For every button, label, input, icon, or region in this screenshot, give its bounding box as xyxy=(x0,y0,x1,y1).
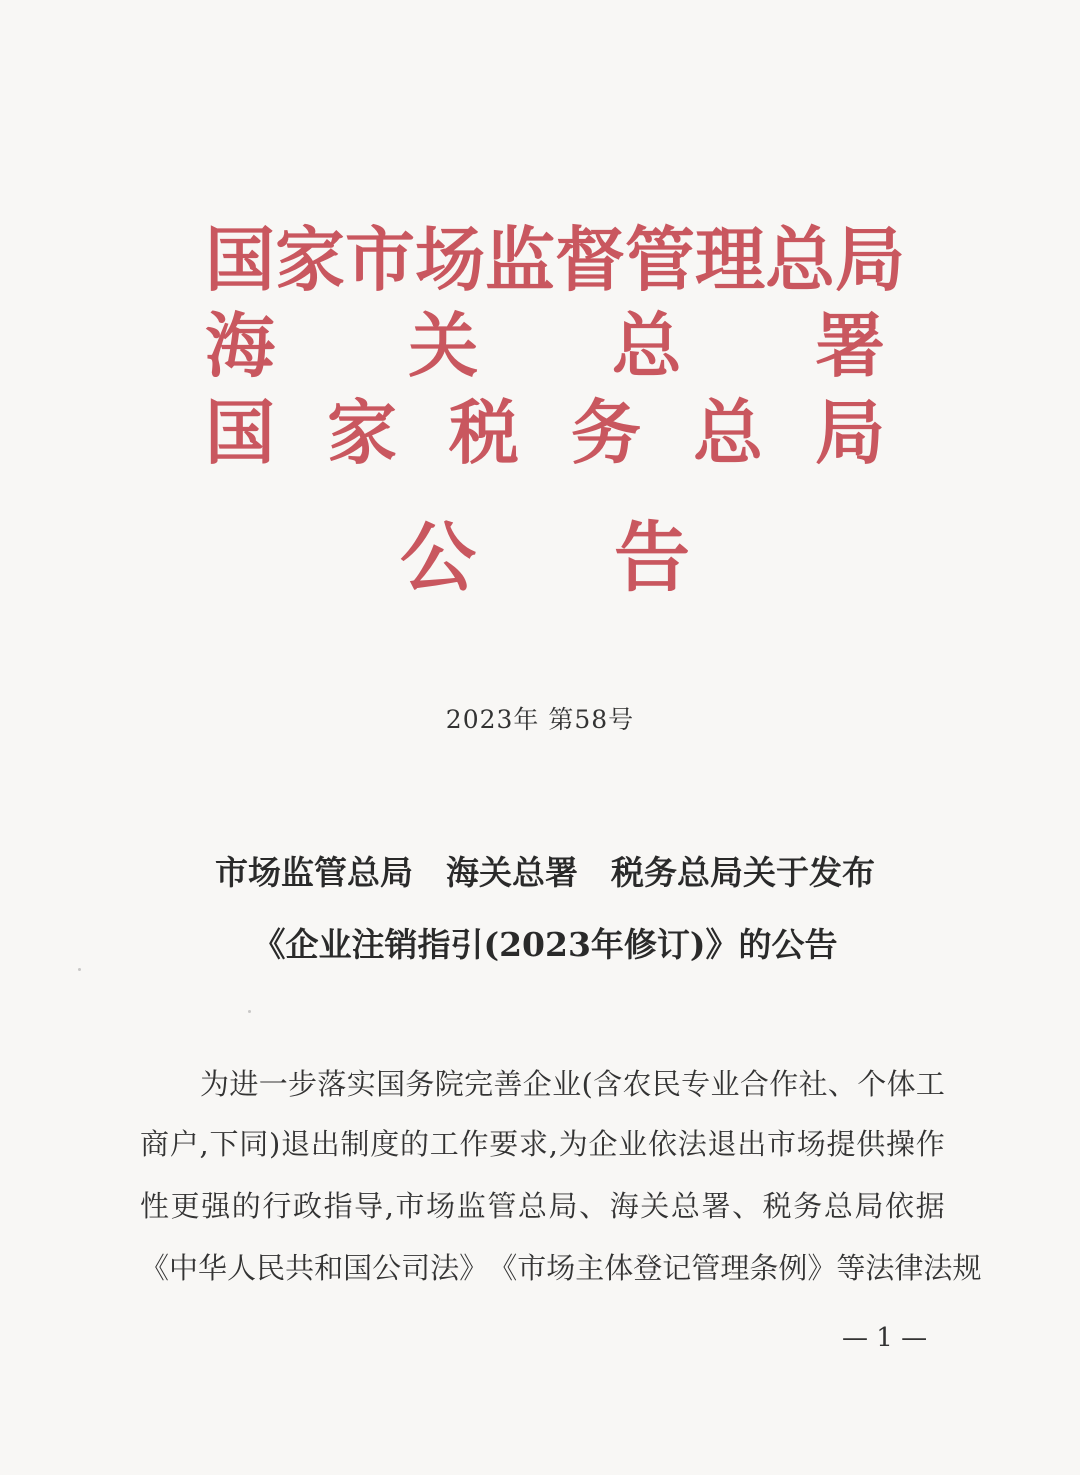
letterhead-line-3 xyxy=(205,390,885,476)
glyph: 税 xyxy=(762,1189,792,1223)
glyph: 度 xyxy=(370,1127,400,1161)
glyph: 规 xyxy=(952,1251,982,1285)
glyph: 总 xyxy=(517,1189,547,1223)
glyph: 中 xyxy=(169,1251,199,1285)
glyph: 主 xyxy=(575,1251,605,1285)
glyph: 管 xyxy=(625,218,695,301)
glyph: 作 xyxy=(459,1127,489,1161)
glyph: 督 xyxy=(555,218,625,301)
letterhead-line-2 xyxy=(205,303,885,389)
body-line-1 xyxy=(200,1060,945,1108)
glyph: 的 xyxy=(400,1127,430,1161)
glyph: 商 xyxy=(140,1127,170,1161)
document-number: 2023年 第58号 xyxy=(445,705,635,734)
glyph: 一 xyxy=(258,1067,288,1101)
glyph: 总 xyxy=(823,1189,853,1223)
glyph: 场 xyxy=(546,1251,576,1285)
glyph: 进 xyxy=(229,1067,259,1101)
glyph: 出 xyxy=(310,1127,340,1161)
glyph: 律 xyxy=(894,1251,924,1285)
glyph: 供 xyxy=(856,1127,886,1161)
glyph: 性 xyxy=(140,1189,170,1223)
glyph: 总 xyxy=(670,1189,700,1223)
body-line-4 xyxy=(140,1244,982,1292)
glyph: 业 xyxy=(710,1067,740,1101)
glyph: 国 xyxy=(343,1251,373,1285)
glyph: 据 xyxy=(915,1189,945,1223)
glyph: 善 xyxy=(493,1067,523,1101)
glyph: , xyxy=(384,1189,394,1223)
glyph: 人 xyxy=(227,1251,257,1285)
glyph: 强 xyxy=(201,1189,231,1223)
glyph: 求 xyxy=(519,1127,549,1161)
glyph: 局 xyxy=(854,1189,884,1223)
glyph: 公 xyxy=(400,513,476,602)
notice-title xyxy=(400,508,690,608)
page-number: — 1 — xyxy=(842,1323,928,1353)
glyph: 体 xyxy=(886,1067,916,1101)
glyph: ) xyxy=(268,1127,281,1161)
glyph: 公 xyxy=(372,1251,402,1285)
glyph: 条 xyxy=(749,1251,779,1285)
glyph: 市 xyxy=(766,1127,796,1161)
glyph: 国 xyxy=(205,391,275,474)
glyph: 专 xyxy=(681,1067,711,1101)
body-line-2 xyxy=(140,1120,945,1168)
glyph: 税 xyxy=(449,391,519,474)
glyph: 关 xyxy=(640,1189,670,1223)
glyph: 为 xyxy=(558,1127,588,1161)
glyph: 企 xyxy=(588,1127,618,1161)
glyph: , xyxy=(199,1127,209,1161)
glyph: 署 xyxy=(814,304,885,387)
subject-line-2: 《企业注销指引(2023年修订)》的公告 xyxy=(252,925,838,964)
glyph: 家 xyxy=(327,391,397,474)
glyph: 作 xyxy=(769,1067,799,1101)
glyph: 》 xyxy=(459,1251,489,1285)
glyph: 完 xyxy=(464,1067,494,1101)
glyph: 家 xyxy=(275,218,345,301)
glyph: 司 xyxy=(401,1251,431,1285)
glyph: 社 xyxy=(798,1067,828,1101)
glyph: 市 xyxy=(395,1189,425,1223)
glyph: 退 xyxy=(707,1127,737,1161)
glyph: 国 xyxy=(205,218,275,301)
glyph: 民 xyxy=(651,1067,681,1101)
glyph: 总 xyxy=(765,218,835,301)
glyph: 、 xyxy=(579,1189,609,1223)
glyph: 监 xyxy=(456,1189,486,1223)
glyph: 监 xyxy=(485,218,555,301)
glyph: 场 xyxy=(415,218,485,301)
glyph: 管 xyxy=(691,1251,721,1285)
glyph: 企 xyxy=(522,1067,552,1101)
glyph: 总 xyxy=(693,391,763,474)
glyph: 行 xyxy=(262,1189,292,1223)
glyph: 个 xyxy=(857,1067,887,1101)
glyph: 更 xyxy=(170,1189,200,1223)
glyph: 含 xyxy=(593,1067,623,1101)
glyph: 务 xyxy=(571,391,641,474)
glyph: 依 xyxy=(647,1127,677,1161)
glyph: 场 xyxy=(796,1127,826,1161)
glyph: 记 xyxy=(662,1251,692,1285)
glyph: 指 xyxy=(323,1189,353,1223)
glyph: 等 xyxy=(836,1251,866,1285)
glyph: 同 xyxy=(239,1127,269,1161)
glyph: 操 xyxy=(885,1127,915,1161)
glyph: 要 xyxy=(489,1127,519,1161)
glyph: 法 xyxy=(430,1251,460,1285)
glyph: 出 xyxy=(737,1127,767,1161)
subject-line-1: 市场监管总局 海关总署 税务总局关于发布 xyxy=(215,853,875,892)
glyph: 华 xyxy=(198,1251,228,1285)
glyph: 提 xyxy=(826,1127,856,1161)
glyph: 为 xyxy=(200,1067,230,1101)
glyph: 理 xyxy=(695,218,765,301)
glyph: 署 xyxy=(701,1189,731,1223)
glyph: 体 xyxy=(604,1251,634,1285)
glyph: , xyxy=(548,1127,558,1161)
glyph: 局 xyxy=(548,1189,578,1223)
glyph: 共 xyxy=(285,1251,315,1285)
glyph: 作 xyxy=(915,1127,945,1161)
glyph: 实 xyxy=(346,1067,376,1101)
glyph: 业 xyxy=(552,1067,582,1101)
glyph: ( xyxy=(581,1067,593,1101)
glyph: 工 xyxy=(429,1127,459,1161)
glyph: 落 xyxy=(317,1067,347,1101)
glyph: 》 xyxy=(807,1251,837,1285)
glyph: 依 xyxy=(885,1189,915,1223)
glyph: 理 xyxy=(720,1251,750,1285)
glyph: 民 xyxy=(256,1251,286,1285)
glyph: 制 xyxy=(340,1127,370,1161)
glyph: 的 xyxy=(231,1189,261,1223)
glyph: 户 xyxy=(169,1127,199,1161)
scan-speck xyxy=(248,1010,251,1013)
body-line-3 xyxy=(140,1182,945,1230)
glyph: 务 xyxy=(793,1189,823,1223)
glyph: 国 xyxy=(376,1067,406,1101)
glyph: 下 xyxy=(209,1127,239,1161)
glyph: 登 xyxy=(633,1251,663,1285)
glyph: 业 xyxy=(618,1127,648,1161)
glyph: 法 xyxy=(677,1127,707,1161)
glyph: 市 xyxy=(345,218,415,301)
glyph: 退 xyxy=(281,1127,311,1161)
glyph: 农 xyxy=(622,1067,652,1101)
glyph: 法 xyxy=(923,1251,953,1285)
glyph: 管 xyxy=(487,1189,517,1223)
glyph: 和 xyxy=(314,1251,344,1285)
glyph: 海 xyxy=(205,304,275,387)
glyph: 、 xyxy=(827,1067,857,1101)
glyph: 局 xyxy=(835,218,905,301)
glyph: 、 xyxy=(732,1189,762,1223)
letterhead-line-1 xyxy=(205,217,905,303)
glyph: 院 xyxy=(434,1067,464,1101)
glyph: 《 xyxy=(140,1251,170,1285)
scan-speck xyxy=(78,968,81,971)
glyph: 《 xyxy=(488,1251,518,1285)
glyph: 政 xyxy=(292,1189,322,1223)
glyph: 海 xyxy=(609,1189,639,1223)
glyph: 例 xyxy=(778,1251,808,1285)
glyph: 合 xyxy=(739,1067,769,1101)
glyph: 场 xyxy=(426,1189,456,1223)
glyph: 步 xyxy=(288,1067,318,1101)
glyph: 务 xyxy=(405,1067,435,1101)
glyph: 局 xyxy=(815,391,885,474)
glyph: 工 xyxy=(915,1067,945,1101)
glyph: 导 xyxy=(354,1189,384,1223)
glyph: 总 xyxy=(611,304,682,387)
glyph: 告 xyxy=(614,513,690,602)
glyph: 市 xyxy=(517,1251,547,1285)
glyph: 法 xyxy=(865,1251,895,1285)
glyph: 关 xyxy=(408,304,479,387)
